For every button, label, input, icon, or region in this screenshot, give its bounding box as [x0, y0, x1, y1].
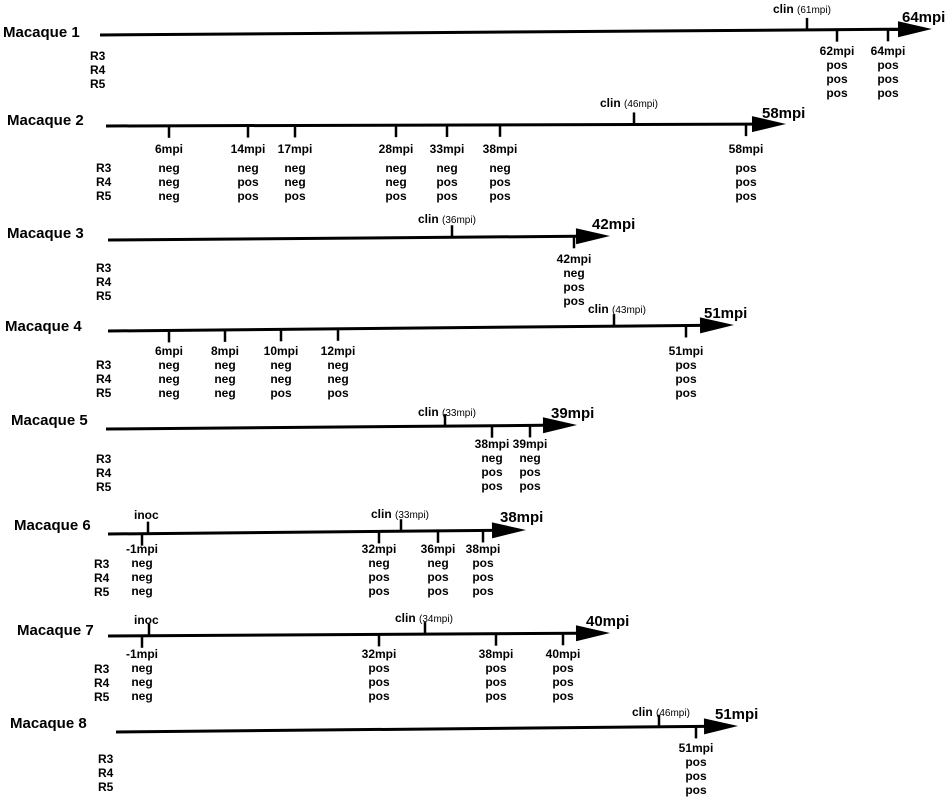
inoc-label: inoc [134, 508, 159, 522]
clin-label: clin (33mpi) [371, 507, 429, 521]
region-label-r4: R4 [96, 466, 112, 480]
result-negative: neg [270, 372, 292, 386]
region-label-r5: R5 [90, 77, 106, 91]
sample-point [421, 531, 456, 598]
result-positive: pos [368, 689, 390, 703]
sample-time-label: 62mpi [819, 44, 855, 58]
sample-point [871, 29, 906, 100]
result-positive: pos [685, 755, 707, 769]
end-time-label: 64mpi [902, 9, 946, 26]
result-positive: pos [519, 479, 541, 493]
end-time-label: 51mpi [715, 706, 759, 723]
result-positive: pos [877, 58, 899, 72]
region-label-r3: R3 [96, 261, 112, 275]
clin-time: (34mpi) [419, 614, 453, 625]
sample-point [126, 636, 158, 703]
timeline-line [108, 530, 492, 534]
row-name: Macaque 1 [3, 24, 80, 41]
timeline-line [108, 236, 576, 240]
region-label-r5: R5 [96, 480, 112, 494]
sample-point [820, 30, 855, 100]
end-time-label: 58mpi [762, 105, 806, 122]
result-negative: neg [214, 386, 236, 400]
end-time-label: 39mpi [551, 405, 595, 422]
sample-time-label: 38mpi [474, 437, 510, 451]
region-label-r3: R3 [94, 557, 110, 571]
clin-time: (33mpi) [442, 408, 476, 419]
end-time-label: 38mpi [500, 509, 544, 526]
result-negative: neg [327, 358, 349, 372]
result-positive: pos [485, 661, 507, 675]
result-positive: pos [877, 86, 899, 100]
result-negative: neg [131, 570, 153, 584]
sample-time-label: 28mpi [378, 142, 414, 156]
sample-point [669, 325, 704, 400]
sample-point [679, 726, 714, 797]
result-positive: pos [735, 189, 757, 203]
sample-point [278, 125, 313, 203]
sample-point [430, 125, 465, 203]
result-positive: pos [877, 72, 899, 86]
result-negative: neg [158, 175, 180, 189]
result-positive: pos [489, 175, 511, 189]
result-positive: pos [675, 372, 697, 386]
region-label-r3: R3 [96, 161, 112, 175]
result-positive: pos [368, 584, 390, 598]
clin-label: clin (34mpi) [395, 611, 453, 625]
result-positive: pos [368, 570, 390, 584]
sample-point [321, 329, 356, 400]
row-name: Macaque 4 [5, 318, 82, 335]
sample-time-label: 38mpi [482, 142, 518, 156]
macaque-row-8 [10, 705, 758, 797]
result-negative: neg [131, 675, 153, 689]
region-label-r5: R5 [94, 690, 110, 704]
result-positive: pos [552, 661, 574, 675]
timeline-line [108, 633, 576, 636]
region-label-r4: R4 [94, 676, 110, 690]
sample-time-label: 32mpi [361, 542, 397, 556]
clin-label: clin (36mpi) [418, 212, 476, 226]
timeline-line [106, 425, 543, 429]
sample-time-label: 38mpi [478, 647, 514, 661]
region-label-r5: R5 [96, 386, 112, 400]
clin-label: clin (46mpi) [600, 96, 658, 110]
result-negative: neg [214, 372, 236, 386]
sample-time-label: 39mpi [512, 437, 548, 451]
sample-time-label: 58mpi [728, 142, 764, 156]
result-positive: pos [472, 584, 494, 598]
result-positive: pos [826, 72, 848, 86]
result-negative: neg [284, 175, 306, 189]
result-negative: neg [158, 161, 180, 175]
result-negative: neg [131, 689, 153, 703]
sample-time-label: 42mpi [556, 252, 592, 266]
timeline-line [116, 726, 704, 732]
macaque-row-2 [7, 96, 805, 203]
result-negative: neg [131, 584, 153, 598]
result-negative: neg [368, 556, 390, 570]
sample-point [729, 124, 764, 203]
result-negative: neg [327, 372, 349, 386]
sample-point [362, 531, 397, 598]
region-label-r5: R5 [96, 289, 112, 303]
end-time-label: 42mpi [592, 216, 636, 233]
region-label-r3: R3 [96, 358, 112, 372]
sample-point [155, 126, 183, 203]
sample-point [466, 530, 501, 598]
sample-time-label: 12mpi [320, 344, 356, 358]
clin-label: clin (46mpi) [632, 705, 690, 719]
result-negative: neg [284, 161, 306, 175]
clin-time: (36mpi) [442, 215, 476, 226]
result-positive: pos [735, 161, 757, 175]
result-positive: pos [563, 280, 585, 294]
sample-time-label: 51mpi [678, 741, 714, 755]
result-negative: neg [158, 358, 180, 372]
result-positive: pos [427, 584, 449, 598]
sample-time-label: 17mpi [277, 142, 313, 156]
sample-time-label: 38mpi [465, 542, 501, 556]
clin-time: (46mpi) [624, 99, 658, 110]
result-positive: pos [284, 189, 306, 203]
region-label-r3: R3 [98, 752, 114, 766]
result-negative: neg [489, 161, 511, 175]
result-positive: pos [685, 769, 707, 783]
result-positive: pos [427, 570, 449, 584]
timeline-line [108, 325, 700, 331]
sample-point [483, 125, 518, 203]
result-positive: pos [826, 86, 848, 100]
sample-time-label: 32mpi [361, 647, 397, 661]
clin-label: clin (61mpi) [773, 2, 831, 16]
result-positive: pos [270, 386, 292, 400]
result-negative: neg [385, 175, 407, 189]
macaque-row-1 [3, 2, 945, 100]
region-label-r5: R5 [94, 585, 110, 599]
result-positive: pos [675, 358, 697, 372]
result-positive: pos [436, 189, 458, 203]
clin-time: (46mpi) [656, 708, 690, 719]
result-positive: pos [436, 175, 458, 189]
result-negative: neg [158, 386, 180, 400]
sample-point [211, 330, 239, 400]
result-positive: pos [237, 189, 259, 203]
result-positive: pos [481, 479, 503, 493]
result-positive: pos [675, 386, 697, 400]
sample-point [475, 426, 510, 493]
row-name: Macaque 7 [17, 622, 94, 639]
row-name: Macaque 3 [7, 225, 84, 242]
sample-time-label: 14mpi [230, 142, 266, 156]
clin-time: (33mpi) [395, 510, 429, 521]
result-positive: pos [472, 570, 494, 584]
sample-time-label: 10mpi [263, 344, 299, 358]
result-negative: neg [436, 161, 458, 175]
result-positive: pos [368, 675, 390, 689]
result-negative: neg [519, 451, 541, 465]
inoc-label: inoc [134, 613, 159, 627]
clin-time: (61mpi) [797, 5, 831, 16]
region-label-r3: R3 [94, 662, 110, 676]
result-positive: pos [826, 58, 848, 72]
sample-point [513, 425, 548, 493]
sample-point [126, 534, 158, 598]
macaque-row-6 [14, 507, 543, 599]
result-positive: pos [481, 465, 503, 479]
result-negative: neg [563, 266, 585, 280]
result-positive: pos [385, 189, 407, 203]
result-positive: pos [237, 175, 259, 189]
result-positive: pos [552, 689, 574, 703]
region-label-r4: R4 [90, 63, 106, 77]
sample-time-label: 36mpi [420, 542, 456, 556]
row-name: Macaque 6 [14, 517, 91, 534]
region-label-r4: R4 [98, 766, 114, 780]
sample-time-label: 64mpi [870, 44, 906, 58]
sample-point [231, 126, 266, 203]
result-positive: pos [685, 783, 707, 797]
region-label-r4: R4 [94, 571, 110, 585]
timeline-line [106, 124, 752, 126]
sample-point [557, 236, 592, 308]
region-label-r4: R4 [96, 372, 112, 386]
row-name: Macaque 2 [7, 112, 84, 129]
sample-point [546, 633, 581, 703]
end-time-label: 40mpi [586, 613, 630, 630]
result-positive: pos [563, 294, 585, 308]
region-label-r4: R4 [96, 275, 112, 289]
sample-time-label: -1mpi [125, 647, 159, 661]
result-negative: neg [237, 161, 259, 175]
result-negative: neg [427, 556, 449, 570]
macaque-row-5 [11, 405, 594, 494]
result-positive: pos [368, 661, 390, 675]
sample-time-label: 51mpi [668, 344, 704, 358]
region-label-r5: R5 [96, 189, 112, 203]
region-label-r4: R4 [96, 175, 112, 189]
macaque-row-3 [7, 212, 635, 308]
sample-time-label: 40mpi [545, 647, 581, 661]
clin-label: clin (43mpi) [588, 302, 646, 316]
timeline-line [100, 29, 898, 35]
clin-label: clin (33mpi) [418, 405, 476, 419]
result-positive: pos [519, 465, 541, 479]
sample-time-label: -1mpi [125, 542, 159, 556]
result-negative: neg [158, 189, 180, 203]
sample-point [264, 329, 299, 400]
sample-point [155, 330, 183, 400]
row-name: Macaque 8 [10, 715, 87, 732]
result-positive: pos [485, 675, 507, 689]
result-negative: neg [481, 451, 503, 465]
result-positive: pos [327, 386, 349, 400]
region-label-r3: R3 [96, 452, 112, 466]
result-negative: neg [131, 556, 153, 570]
result-negative: neg [385, 161, 407, 175]
result-negative: neg [270, 358, 292, 372]
sample-point [379, 125, 414, 203]
macaque-row-7 [17, 611, 629, 704]
sample-point [362, 634, 397, 703]
sample-time-label: 8mpi [210, 344, 240, 358]
sample-time-label: 6mpi [154, 142, 184, 156]
result-negative: neg [158, 372, 180, 386]
sample-time-label: 6mpi [154, 344, 184, 358]
result-negative: neg [214, 358, 236, 372]
end-time-label: 51mpi [704, 305, 748, 322]
result-positive: pos [489, 189, 511, 203]
result-positive: pos [485, 689, 507, 703]
clin-time: (43mpi) [612, 305, 646, 316]
result-positive: pos [735, 175, 757, 189]
result-positive: pos [472, 556, 494, 570]
row-name: Macaque 5 [11, 412, 88, 429]
sample-time-label: 33mpi [429, 142, 465, 156]
sample-point [479, 634, 514, 703]
result-positive: pos [552, 675, 574, 689]
macaque-row-4 [5, 302, 747, 400]
result-negative: neg [131, 661, 153, 675]
region-label-r5: R5 [98, 780, 114, 794]
region-label-r3: R3 [90, 49, 106, 63]
